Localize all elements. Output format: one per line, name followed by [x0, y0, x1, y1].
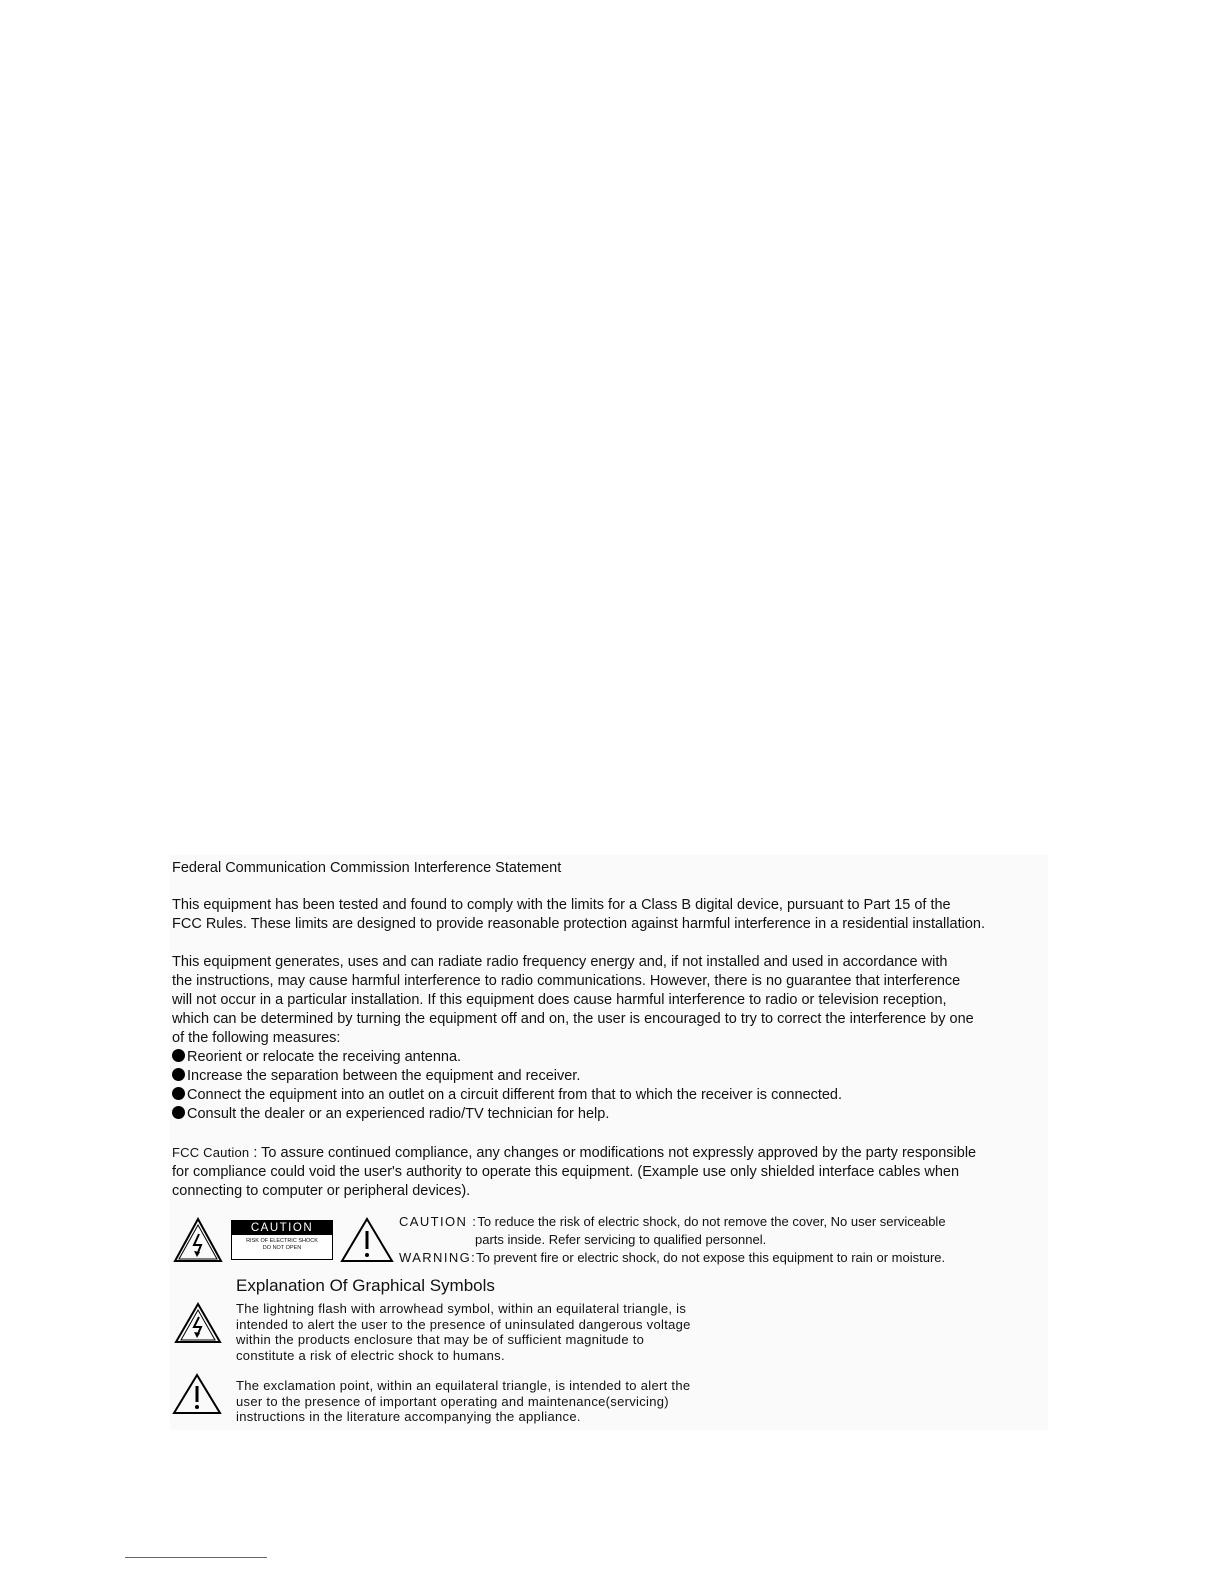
caution-label-head: CAUTION: [232, 1221, 332, 1235]
lightning-triangle-icon: [174, 1302, 222, 1344]
explanation-title: Explanation Of Graphical Symbols: [236, 1276, 495, 1295]
text-line: connecting to computer or peripheral devices).: [172, 1183, 471, 1199]
footnote-divider: [125, 1557, 267, 1558]
measure-item: Reorient or relocate the receiving antenna.: [172, 1048, 974, 1067]
lightning-triangle-icon: [173, 1217, 223, 1263]
caution-label-text: RISK OF ELECTRIC SHOCK DO NOT OPEN: [246, 1238, 318, 1251]
text-line: the instructions, may cause harmful interference to radio communications. However, there is no guarantee that interference: [172, 973, 961, 989]
caution-statement-cont: parts inside. Refer servicing to qualified personnel.: [475, 1232, 767, 1247]
fcc-paragraph-1: [172, 896, 985, 934]
text-line: This equipment generates, uses and can radiate radio frequency energy and, if not installed and used in accordance with: [172, 954, 948, 970]
exclamation-explanation: The exclamation point, within an equilateral triangle, is intended to alert the user to the presence of important operating and maintenance(servicing) instructions in the literature accompanying the appliance.: [236, 1378, 691, 1424]
bullet-icon: [172, 1068, 185, 1081]
text-line: This equipment has been tested and found to comply with the limits for a Class B digital device, pursuant to Part 15 of the: [172, 897, 951, 913]
text-line: of the following measures:: [172, 1030, 341, 1046]
caution-warning-label: [231, 1220, 333, 1260]
exclamation-triangle-icon: [172, 1373, 222, 1415]
text-line: FCC Rules. These limits are designed to provide reasonable protection against harmful interference in a residential installation.: [172, 916, 985, 932]
text-line: will not occur in a particular installation. If this equipment does cause harmful interference to radio or television reception,: [172, 992, 947, 1008]
bullet-icon: [172, 1087, 185, 1100]
text-line: which can be determined by turning the equipment off and on, the user is encouraged to try to correct the interference by one: [172, 1011, 974, 1027]
measure-item: Connect the equipment into an outlet on a circuit different from that to which the receiver is connected.: [172, 1086, 974, 1105]
fcc-title: Federal Communication Commission Interference Statement: [172, 860, 562, 876]
bullet-icon: [172, 1049, 185, 1062]
warning-statement: WARNING:To prevent fire or electric shock, do not expose this equipment to rain or moisture.: [399, 1250, 946, 1265]
measure-item: Increase the separation between the equipment and receiver.: [172, 1067, 974, 1086]
fcc-paragraph-2: [172, 953, 974, 1124]
caution-statement: CAUTION :To reduce the risk of electric shock, do not remove the cover, No user serviceable: [399, 1214, 946, 1229]
exclamation-triangle-icon: [340, 1217, 394, 1263]
fcc-statement-section: [170, 855, 1048, 1430]
lightning-explanation: The lightning flash with arrowhead symbol, within an equilateral triangle, is intended to alert the user to the presence of uninsulated dangerous voltage within the products enclosure that may be of sufficient magnitude to constitute a risk of electric shock to humans.: [236, 1301, 691, 1363]
fcc-caution-label: FCC Caution: [172, 1145, 250, 1160]
fcc-caution-paragraph: FCC Caution : To assure continued compliance, any changes or modifications not expressly approved by the party responsible for compliance could void the user's authority to operate this equipment. (Example use only shielded interface cables when connecting to computer or peripheral devices).: [172, 1145, 977, 1199]
measure-item: Consult the dealer or an experienced radio/TV technician for help.: [172, 1105, 974, 1124]
bullet-icon: [172, 1106, 185, 1119]
text-line: for compliance could void the user's authority to operate this equipment. (Example use only shielded interface cables when: [172, 1164, 960, 1180]
